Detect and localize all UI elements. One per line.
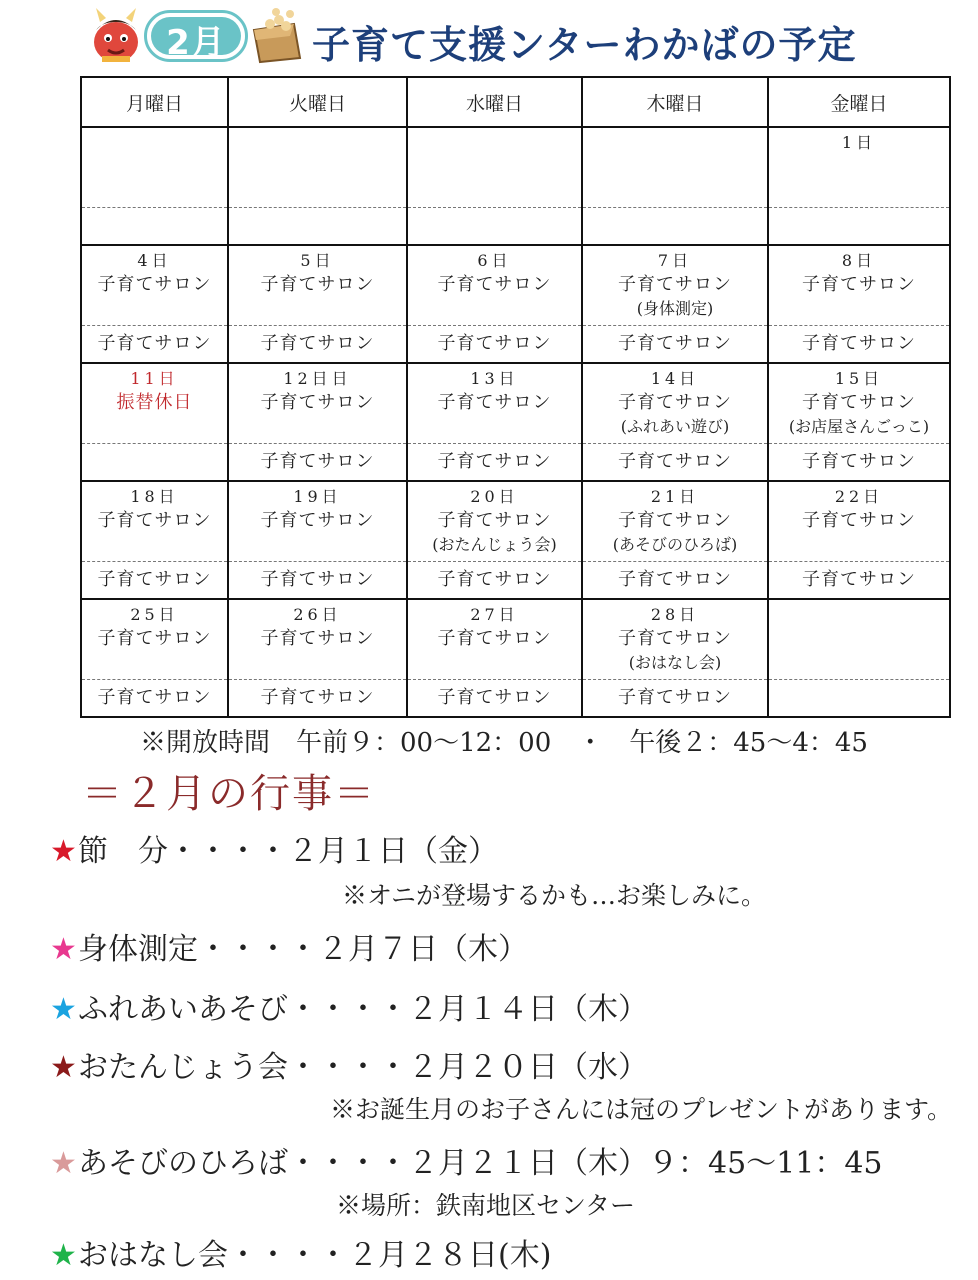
- morning-activity: 子育てサロン: [437, 628, 552, 649]
- calendar-day-cell: [768, 245, 950, 363]
- event-text: おはなし会・・・・２月２８日(木): [78, 1238, 552, 1273]
- afternoon-activity: 子育てサロン: [802, 569, 916, 590]
- afternoon-activity: 子育てサロン: [260, 569, 375, 590]
- day-number: 5日: [300, 251, 335, 270]
- calendar-day-cell: [228, 127, 407, 245]
- event-item: [50, 984, 648, 1028]
- day-number: 12日日: [283, 369, 352, 388]
- calendar-week-row: [81, 481, 950, 599]
- event-item: [50, 826, 498, 870]
- weekday-header: 金曜日: [768, 77, 950, 127]
- day-number: 8日: [841, 251, 877, 270]
- event-text: あそびのひろば・・・・２月２１日（木）９：45～11：45: [78, 1146, 883, 1181]
- afternoon-activity: 子育てサロン: [802, 333, 916, 354]
- event-item: [50, 1230, 551, 1274]
- day-number: 27日: [470, 605, 519, 624]
- activity-note: (ふれあい遊び): [620, 417, 730, 436]
- day-number: 26日: [293, 605, 342, 624]
- calendar-day-cell: [582, 363, 768, 481]
- day-number: 14日: [650, 369, 700, 388]
- afternoon-activity: 子育てサロン: [802, 451, 916, 472]
- afternoon-activity: 子育てサロン: [618, 451, 732, 472]
- afternoon-activity: 子育てサロン: [618, 333, 732, 354]
- calendar-day-cell: [228, 481, 407, 599]
- calendar-day-cell: [407, 245, 582, 363]
- calendar-week-row: [81, 245, 950, 363]
- afternoon-activity: 子育てサロン: [97, 569, 212, 590]
- day-number: 21日: [650, 487, 700, 506]
- event-text: 身体測定・・・・２月７日（木）: [78, 932, 528, 967]
- star-icon: ★: [50, 1050, 77, 1085]
- morning-activity: 子育てサロン: [618, 274, 732, 295]
- event-note: ※お誕生月のお子さんには冠のプレゼントがあります。: [330, 1095, 953, 1124]
- morning-activity: 子育てサロン: [260, 510, 375, 531]
- day-number: 13日: [470, 369, 519, 388]
- morning-activity: 子育てサロン: [618, 628, 732, 649]
- weekday-header: 火曜日: [228, 77, 407, 127]
- afternoon-activity: 子育てサロン: [97, 333, 212, 354]
- event-text: ふれあいあそび・・・・２月１４日（木）: [78, 992, 648, 1027]
- calendar-day-cell: [228, 599, 407, 717]
- morning-activity: 子育てサロン: [618, 392, 732, 413]
- morning-activity: 子育てサロン: [97, 628, 212, 649]
- morning-activity: 子育てサロン: [260, 392, 375, 413]
- morning-activity: 子育てサロン: [437, 510, 552, 531]
- afternoon-activity: 子育てサロン: [260, 451, 375, 472]
- event-item: [50, 924, 528, 968]
- calendar-day-cell: [81, 245, 228, 363]
- star-icon: ★: [50, 1238, 77, 1273]
- calendar-day-cell: [81, 481, 228, 599]
- page-title: 子育て支援ンターわかばの予定: [312, 23, 857, 67]
- star-icon: ★: [50, 992, 77, 1027]
- afternoon-activity: 子育てサロン: [437, 687, 552, 708]
- weekday-header-row: [81, 77, 950, 127]
- morning-activity: 子育てサロン: [437, 392, 552, 413]
- morning-activity: 子育てサロン: [97, 274, 212, 295]
- event-text: おたんじょう会・・・・２月２０日（水）: [78, 1050, 648, 1085]
- star-icon: ★: [50, 1146, 77, 1181]
- event-note: ※オニが登場するかも…お楽しみに。: [342, 881, 767, 910]
- schedule-calendar: [80, 76, 951, 718]
- day-number: 20日: [470, 487, 519, 506]
- bean-box-icon: [246, 6, 306, 64]
- calendar-day-cell: [768, 127, 950, 245]
- morning-activity: 子育てサロン: [802, 392, 916, 413]
- day-number: 11日: [130, 369, 179, 388]
- activity-note: (おたんじょう会): [432, 535, 557, 554]
- day-number: 28日: [650, 605, 700, 624]
- morning-activity: 子育てサロン: [260, 274, 375, 295]
- calendar-day-cell: [582, 127, 768, 245]
- morning-activity: 子育てサロン: [97, 510, 212, 531]
- calendar-week-row: [81, 599, 950, 717]
- afternoon-activity: 子育てサロン: [437, 333, 552, 354]
- event-note: ※場所：鉄南地区センター: [336, 1191, 636, 1220]
- calendar-day-cell: [228, 245, 407, 363]
- afternoon-activity: 子育てサロン: [618, 569, 732, 590]
- morning-activity: 子育てサロン: [618, 510, 732, 531]
- afternoon-activity: 子育てサロン: [437, 569, 552, 590]
- calendar-day-cell: [582, 245, 768, 363]
- day-number: 15日: [834, 369, 884, 388]
- morning-activity: 子育てサロン: [437, 274, 552, 295]
- afternoon-activity: 子育てサロン: [97, 687, 212, 708]
- calendar-day-cell: [582, 481, 768, 599]
- calendar-day-cell: [407, 481, 582, 599]
- morning-activity: 子育てサロン: [260, 628, 375, 649]
- day-number: 19日: [293, 487, 342, 506]
- weekday-header: 月曜日: [81, 77, 228, 127]
- calendar-day-cell: [81, 599, 228, 717]
- activity-note: (あそびのひろば): [612, 535, 738, 554]
- star-icon: ★: [50, 834, 77, 869]
- day-number: 7日: [657, 251, 693, 270]
- event-text: 節 分・・・・２月１日（金）: [78, 834, 498, 869]
- day-number: 18日: [130, 487, 179, 506]
- calendar-day-cell: [81, 363, 228, 481]
- day-number: 25日: [130, 605, 179, 624]
- activity-note: (おはなし会): [628, 653, 722, 672]
- calendar-week-row: [81, 363, 950, 481]
- event-item: [50, 1138, 883, 1182]
- page-header: [0, 0, 978, 72]
- day-number: 6日: [477, 251, 512, 270]
- morning-activity: 子育てサロン: [802, 274, 916, 295]
- morning-activity: 振替休日: [116, 392, 193, 413]
- events-heading: ＝２月の行事＝: [82, 771, 376, 817]
- calendar-week-row: [81, 127, 950, 245]
- calendar-day-cell: [228, 363, 407, 481]
- opening-hours: ※開放時間 午前９：00～12：00 ・ 午後２：45～4：45: [140, 728, 868, 758]
- event-item: [50, 1042, 648, 1086]
- morning-activity: 子育てサロン: [802, 510, 916, 531]
- calendar-day-cell: [768, 363, 950, 481]
- calendar-day-cell: [81, 127, 228, 245]
- calendar-day-cell: [407, 127, 582, 245]
- oni-icon: [86, 6, 146, 64]
- afternoon-activity: 子育てサロン: [437, 451, 552, 472]
- weekday-header: 水曜日: [407, 77, 582, 127]
- calendar-day-cell: [768, 481, 950, 599]
- activity-note: (身体測定): [636, 299, 714, 318]
- day-number: 22日: [834, 487, 884, 506]
- calendar-day-cell: [407, 363, 582, 481]
- month-badge: [144, 10, 248, 62]
- month-label: 2月: [166, 23, 226, 63]
- day-number: 1日: [841, 133, 877, 152]
- afternoon-activity: 子育てサロン: [260, 687, 375, 708]
- calendar-day-cell: [768, 599, 950, 717]
- activity-note: (お店屋さんごっこ): [788, 417, 930, 436]
- afternoon-activity: 子育てサロン: [260, 333, 375, 354]
- day-number: 4日: [137, 251, 172, 270]
- calendar-day-cell: [407, 599, 582, 717]
- weekday-header: 木曜日: [582, 77, 768, 127]
- afternoon-activity: 子育てサロン: [618, 687, 732, 708]
- calendar-day-cell: [582, 599, 768, 717]
- star-icon: ★: [50, 932, 77, 967]
